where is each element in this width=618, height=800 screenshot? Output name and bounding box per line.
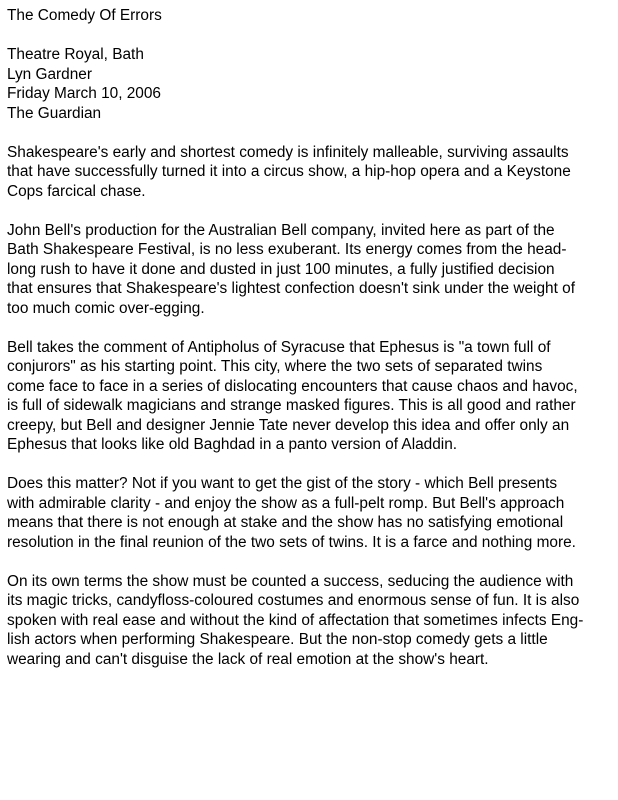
paragraph-line: Shakespeare's early and shortest comedy is infinitely malleable, surviving assaults: [7, 143, 569, 161]
paragraph-line: come face to face in a series of dislocating encounters that cause chaos and havoc,: [7, 377, 578, 395]
paragraph-line: On its own terms the show must be counted a success, seducing the audience with: [7, 572, 574, 590]
paragraph: [7, 143, 615, 202]
paragraph: [7, 221, 615, 319]
article-body: [7, 123, 615, 669]
paragraph-line: conjurors" as his starting point. This city, where the two sets of separated twins: [7, 358, 543, 375]
spacer: [7, 26, 615, 46]
paragraph-spacer: [7, 123, 615, 143]
publication: The Guardian: [7, 104, 102, 122]
document-title: The Comedy Of Errors: [7, 7, 162, 24]
paragraph-line: with admirable clarity - and enjoy the show as a full-pelt romp. But Bell's approach: [7, 494, 565, 512]
venue: Theatre Royal, Bath: [7, 46, 144, 63]
paragraph: [7, 474, 615, 552]
paragraph-line: means that there is not enough at stake and the show has no satisfying emotional: [7, 514, 564, 531]
paragraph: [7, 338, 615, 455]
paragraph-line: Bell takes the comment of Antipholus of Syracuse that Ephesus is "a town full of: [7, 338, 551, 356]
paragraph-line: Does this matter? Not if you want to get the gist of the story - which Bell presents: [7, 475, 558, 492]
document-page: [7, 6, 615, 669]
paragraph-line: long rush to have it done and dusted in just 100 minutes, a fully justified decision: [7, 260, 555, 278]
paragraph-line: John Bell's production for the Australian Bell company, invited here as part of the: [7, 221, 555, 239]
paragraph-line: wearing and can't disguise the lack of real emotion at the show's heart.: [7, 650, 489, 668]
paragraph-line: lish actors when performing Shakespeare. But the non-stop comedy gets a little: [7, 631, 548, 648]
paragraph-line: too much comic over-egging.: [7, 299, 205, 317]
paragraph-line: resolution in the final reunion of the two sets of twins. It is a farce and nothing more.: [7, 533, 576, 551]
date: Friday March 10, 2006: [7, 85, 161, 102]
paragraph-spacer: [7, 318, 615, 338]
paragraph-line: creepy, but Bell and designer Jennie Tate never develop this idea and offer only an: [7, 416, 570, 434]
paragraph-line: its magic tricks, candyfloss-coloured costumes and enormous sense of fun. It is also: [7, 592, 580, 609]
paragraph-line: spoken with real ease and without the kind of affectation that sometimes infects Eng-: [7, 611, 584, 629]
paragraph-line: Bath Shakespeare Festival, is no less exuberant. Its energy comes from the head-: [7, 241, 567, 258]
paragraph-line: that have successfully turned it into a circus show, a hip-hop opera and a Keystone: [7, 163, 571, 180]
paragraph-spacer: [7, 455, 615, 475]
paragraph-line: Ephesus that looks like old Baghdad in a panto version of Aladdin.: [7, 436, 458, 453]
author: Lyn Gardner: [7, 65, 92, 83]
paragraph-spacer: [7, 552, 615, 572]
paragraph: [7, 572, 615, 670]
paragraph-line: Cops farcical chase.: [7, 182, 146, 200]
paragraph-line: that ensures that Shakespeare's lightest confection doesn't sink under the weight of: [7, 280, 575, 297]
paragraph-spacer: [7, 201, 615, 221]
paragraph-line: is full of sidewalk magicians and strange masked figures. This is all good and rather: [7, 397, 576, 414]
